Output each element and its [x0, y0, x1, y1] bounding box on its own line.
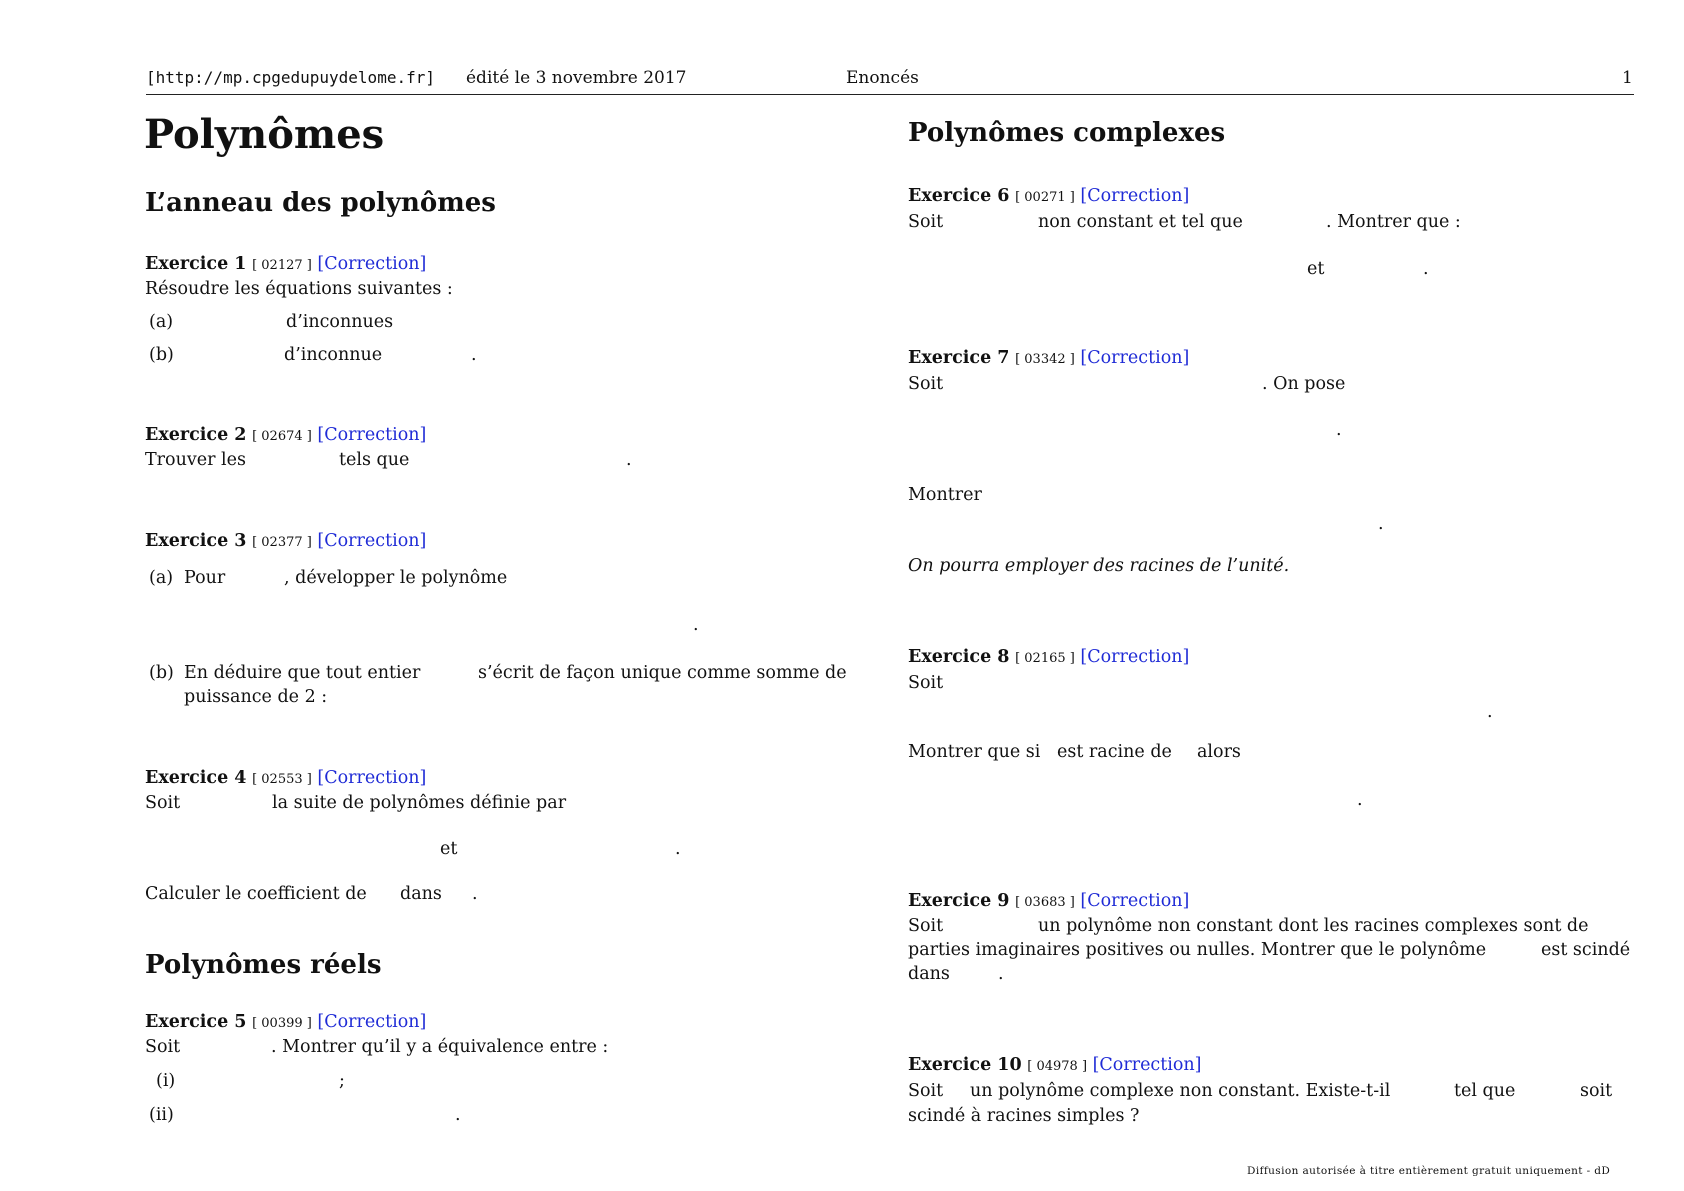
correction-link[interactable]: [Correction] — [317, 1012, 427, 1032]
page-footer: Diffusion autorisée à titre entièrement gratuit uniquement - dD — [1247, 1165, 1611, 1177]
ex3-a-end: . — [693, 615, 699, 635]
header-edited: édité le 3 novembre 2017 — [466, 68, 687, 88]
section-heading-ring: L’anneau des polynômes — [145, 188, 496, 218]
ex5-i-end: ; — [339, 1071, 345, 1091]
correction-link[interactable]: [Correction] — [1080, 348, 1190, 368]
ex10-text-2: un polynôme complexe non constant. Existe-t-il — [970, 1081, 1391, 1101]
exercise-code: [ 00271 ] — [1015, 190, 1075, 205]
correction-link[interactable]: [Correction] — [1080, 891, 1190, 911]
ex6-text-2: non constant et tel que — [1038, 212, 1243, 232]
ex9-text-4: est scindé — [1541, 940, 1631, 960]
header-center: Enoncés — [846, 68, 919, 88]
ex4-dot: . — [675, 839, 681, 859]
ex3-b-label: (b) — [149, 663, 174, 683]
exercise-1-heading — [145, 254, 426, 274]
exercise-3-heading — [145, 531, 426, 551]
ex7-montrer: Montrer — [908, 485, 982, 505]
ex1-a-text: d’inconnues — [286, 312, 394, 332]
header-url: [http://mp.cpgedupuydelome.fr] — [146, 68, 435, 87]
ex4-text-1: Soit — [145, 793, 181, 813]
ex8-dot-1: . — [1487, 702, 1493, 722]
exercise-code: [ 02674 ] — [252, 429, 312, 444]
ex9-text-2: un polynôme non constant dont les racines complexes sont de — [1038, 916, 1589, 936]
correction-link[interactable]: [Correction] — [317, 768, 427, 788]
correction-link[interactable]: [Correction] — [317, 254, 427, 274]
ex5-text-2: . Montrer qu’il y a équivalence entre : — [271, 1037, 609, 1057]
ex6-text-3: . Montrer que : — [1326, 212, 1461, 232]
header-rule — [146, 94, 1634, 95]
ex8-text-1: Soit — [908, 673, 944, 693]
ex5-ii-end: . — [455, 1105, 461, 1125]
ex7-dot-1: . — [1336, 420, 1342, 440]
ex2-text-2: tels que — [339, 450, 410, 470]
ex3-a-label: (a) — [149, 568, 174, 588]
ex1-b-end: . — [471, 345, 477, 365]
ex3-b-text-1: En déduire que tout entier — [184, 663, 421, 683]
ex3-a-text-1: Pour — [184, 568, 226, 588]
exercise-9-heading — [908, 891, 1189, 911]
exercise-code: [ 03342 ] — [1015, 352, 1075, 367]
ex5-ii-label: (ii) — [149, 1105, 174, 1125]
exercise-label: Exercice 9 — [908, 891, 1010, 911]
exercise-code: [ 02127 ] — [252, 258, 312, 273]
exercise-code: [ 02165 ] — [1015, 651, 1075, 666]
exercise-label: Exercice 7 — [908, 348, 1010, 368]
exercise-label: Exercice 3 — [145, 531, 247, 551]
ex10-text-1: Soit — [908, 1081, 944, 1101]
section-heading-real: Polynômes réels — [145, 950, 382, 980]
ex1-text: Résoudre les équations suivantes : — [145, 279, 453, 299]
ex2-text-3: . — [626, 450, 632, 470]
ex1-a-label: (a) — [149, 312, 174, 332]
exercise-10-heading — [908, 1055, 1202, 1075]
ex3-b-text-2: s’écrit de façon unique comme somme de — [478, 663, 847, 683]
ex10-text-3: tel que — [1454, 1081, 1516, 1101]
exercise-5-heading — [145, 1012, 426, 1032]
exercise-6-heading — [908, 186, 1189, 206]
exercise-4-heading — [145, 768, 426, 788]
correction-link[interactable]: [Correction] — [317, 531, 427, 551]
ex5-i-label: (i) — [156, 1071, 176, 1091]
exercise-code: [ 02377 ] — [252, 535, 312, 550]
exercise-label: Exercice 10 — [908, 1055, 1022, 1075]
exercise-code: [ 03683 ] — [1015, 895, 1075, 910]
ex8-dot-2: . — [1357, 790, 1363, 810]
correction-link[interactable]: [Correction] — [317, 425, 427, 445]
ex5-text-1: Soit — [145, 1037, 181, 1057]
ex10-text-4: soit — [1580, 1081, 1613, 1101]
exercise-7-heading — [908, 348, 1189, 368]
ex9-text-6: . — [998, 964, 1004, 984]
exercise-label: Exercice 5 — [145, 1012, 247, 1032]
ex4-calc-2: dans — [400, 884, 442, 904]
exercise-code: [ 04978 ] — [1027, 1059, 1088, 1074]
exercise-label: Exercice 8 — [908, 647, 1010, 667]
ex4-et: et — [440, 839, 458, 859]
ex8-m2: est racine de — [1057, 742, 1172, 762]
ex7-text-1: Soit — [908, 374, 944, 394]
exercise-label: Exercice 6 — [908, 186, 1010, 206]
exercise-8-heading — [908, 647, 1189, 667]
ex3-a-text-2: , développer le polynôme — [284, 568, 508, 588]
ex7-dot-2: . — [1378, 514, 1384, 534]
ex6-et: et — [1307, 259, 1325, 279]
correction-link[interactable]: [Correction] — [1080, 186, 1190, 206]
correction-link[interactable]: [Correction] — [1092, 1055, 1202, 1075]
ex9-text-5: dans — [908, 964, 950, 984]
section-heading-complex: Polynômes complexes — [908, 118, 1226, 148]
page-title: Polynômes — [144, 111, 385, 158]
ex10-text-5: scindé à racines simples ? — [908, 1106, 1140, 1126]
ex1-b-text: d’inconnue — [284, 345, 383, 365]
correction-link[interactable]: [Correction] — [1080, 647, 1190, 667]
exercise-label: Exercice 2 — [145, 425, 247, 445]
ex8-m1: Montrer que si — [908, 742, 1041, 762]
ex4-text-2: la suite de polynômes définie par — [272, 793, 567, 813]
ex6-dot: . — [1423, 259, 1429, 279]
ex9-text-3: parties imaginaires positives ou nulles. Montrer que le polynôme — [908, 940, 1487, 960]
ex7-hint: On pourra employer des racines de l’unité. — [908, 556, 1290, 576]
ex1-b-label: (b) — [149, 345, 174, 365]
ex2-text-1: Trouver les — [145, 450, 246, 470]
ex8-m3: alors — [1197, 742, 1241, 762]
ex7-text-2: . On pose — [1262, 374, 1346, 394]
exercise-2-heading — [145, 425, 426, 445]
ex6-text-1: Soit — [908, 212, 944, 232]
exercise-label: Exercice 4 — [145, 768, 247, 788]
ex3-b-text-3: puissance de 2 : — [184, 687, 328, 707]
exercise-label: Exercice 1 — [145, 254, 247, 274]
ex4-calc-3: . — [472, 884, 478, 904]
page-number: 1 — [1622, 68, 1633, 88]
ex9-text-1: Soit — [908, 916, 944, 936]
exercise-code: [ 00399 ] — [252, 1016, 312, 1031]
exercise-code: [ 02553 ] — [252, 772, 312, 787]
ex4-calc-1: Calculer le coefficient de — [145, 884, 367, 904]
